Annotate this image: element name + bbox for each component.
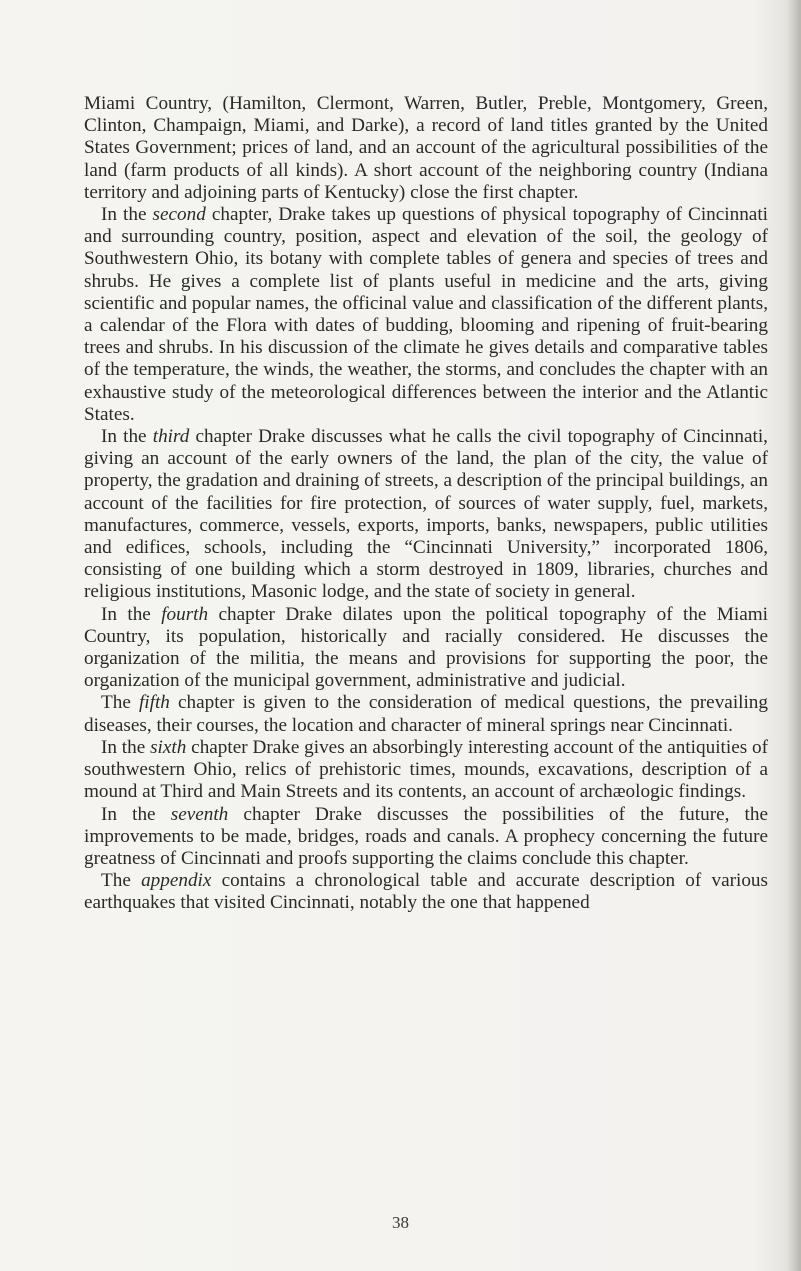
paragraph-text: chapter Drake gives an absorbingly interesting account of the antiquities of southwestern Ohio, relics of prehistoric times, mounds, excavations, description of a mound at Third and Main Streets and its contents, an account of archæologic findings. (84, 736, 768, 803)
paragraph-text: contains a chronological table and accurate description of various earthquakes that visited Cincinnati, notably the one that happened (84, 870, 768, 914)
paragraph-lead: In the (101, 603, 162, 625)
paragraph-text: chapter Drake dilates upon the political topography of the Miami Country, its population, historically and racially considered. He discusses the organization of the militia, the means and provisions for supporting the poor, the organization of the municipal government, administrative and judicial. (84, 603, 768, 692)
paragraph-fifth-chapter (84, 692, 768, 736)
chapter-ordinal: second (152, 204, 206, 226)
paragraph-text: chapter Drake discusses what he calls the civil topography of Cincinnati, giving an account of the early owners of the land, the plan of the city, the value of property, the gradation and draining of streets, a description of the principal buildings, an account of the facilities for fire protection, of sources of water supply, fuel, markets, manufactures, commerce, vessels, exports, imports, banks, newspapers, public utilities and edifices, schools, including the “Cincinnati University,” incorporated 1806, consisting of one building which a storm destroyed in 1809, libraries, churches and religious institutions, Masonic lodge, and the state of society in general. (84, 426, 768, 603)
paragraph-appendix (84, 870, 768, 914)
paragraph-text: chapter Drake discusses the possibilities of the future, the improvements to be made, bridges, roads and canals. A prophecy concerning the future greatness of Cincinnati and proofs supporting the claims conclude this chapter. (84, 803, 768, 869)
paragraph-lead: In the (101, 736, 151, 758)
chapter-ordinal: seventh (170, 803, 229, 825)
page-number: 38 (392, 1213, 409, 1232)
body-text (84, 93, 768, 915)
paragraph-lead: In the (101, 204, 153, 226)
chapter-ordinal: fourth (161, 603, 209, 625)
paragraph-text: chapter is given to the consideration of medical questions, the prevailing diseases, their courses, the location and character of mineral springs near Cincinnati. (84, 692, 768, 736)
paragraph-sixth-chapter (84, 737, 768, 804)
paragraph-lead: In the (101, 426, 153, 448)
paragraph-second-chapter (84, 204, 768, 426)
paragraph-text: chapter, Drake takes up questions of physical topography of Cincinnati and surrounding country, position, aspect and elevation of the soil, the geology of Southwestern Ohio, its botany with complete tables of genera and species of trees and shrubs. He gives a complete list of plants useful in medicine and the arts, giving scientific and popular names, the officinal value and classification of the different plants, a calendar of the Flora with dates of budding, blooming and ripening of fruit-bearing trees and shrubs. In his discussion of the climate he gives details and comparative tables of the temperature, the winds, the weather, the storms, and concludes the chapter with an exhaustive study of the meteorological differences between the interior and the Atlantic States. (84, 204, 768, 425)
paragraph-fourth-chapter (84, 604, 768, 693)
paragraph-continuation (84, 93, 768, 204)
paragraph-lead: The (101, 692, 139, 714)
chapter-ordinal: third (152, 426, 190, 448)
appendix-label: appendix (141, 870, 212, 892)
paragraph-lead: In the (101, 803, 171, 825)
chapter-ordinal: fifth (138, 692, 170, 714)
chapter-ordinal: sixth (150, 736, 187, 758)
paragraph-lead: The (101, 870, 142, 892)
paragraph-seventh-chapter (84, 804, 768, 871)
paragraph-text: Miami Country, (Hamilton, Clermont, Warren, Butler, Preble, Montgomery, Green, Clinton, Champaign, Miami, and Darke), a record of land titles granted by the United States Government; prices of land, and an account of the agricultural possibilities of the land (farm products of all kinds). A short account of the neighboring country (Indiana territory and adjoining parts of Kentucky) close the first chapter. (84, 93, 768, 203)
paragraph-third-chapter (84, 426, 768, 604)
page-edge-shadow (787, 0, 801, 1271)
